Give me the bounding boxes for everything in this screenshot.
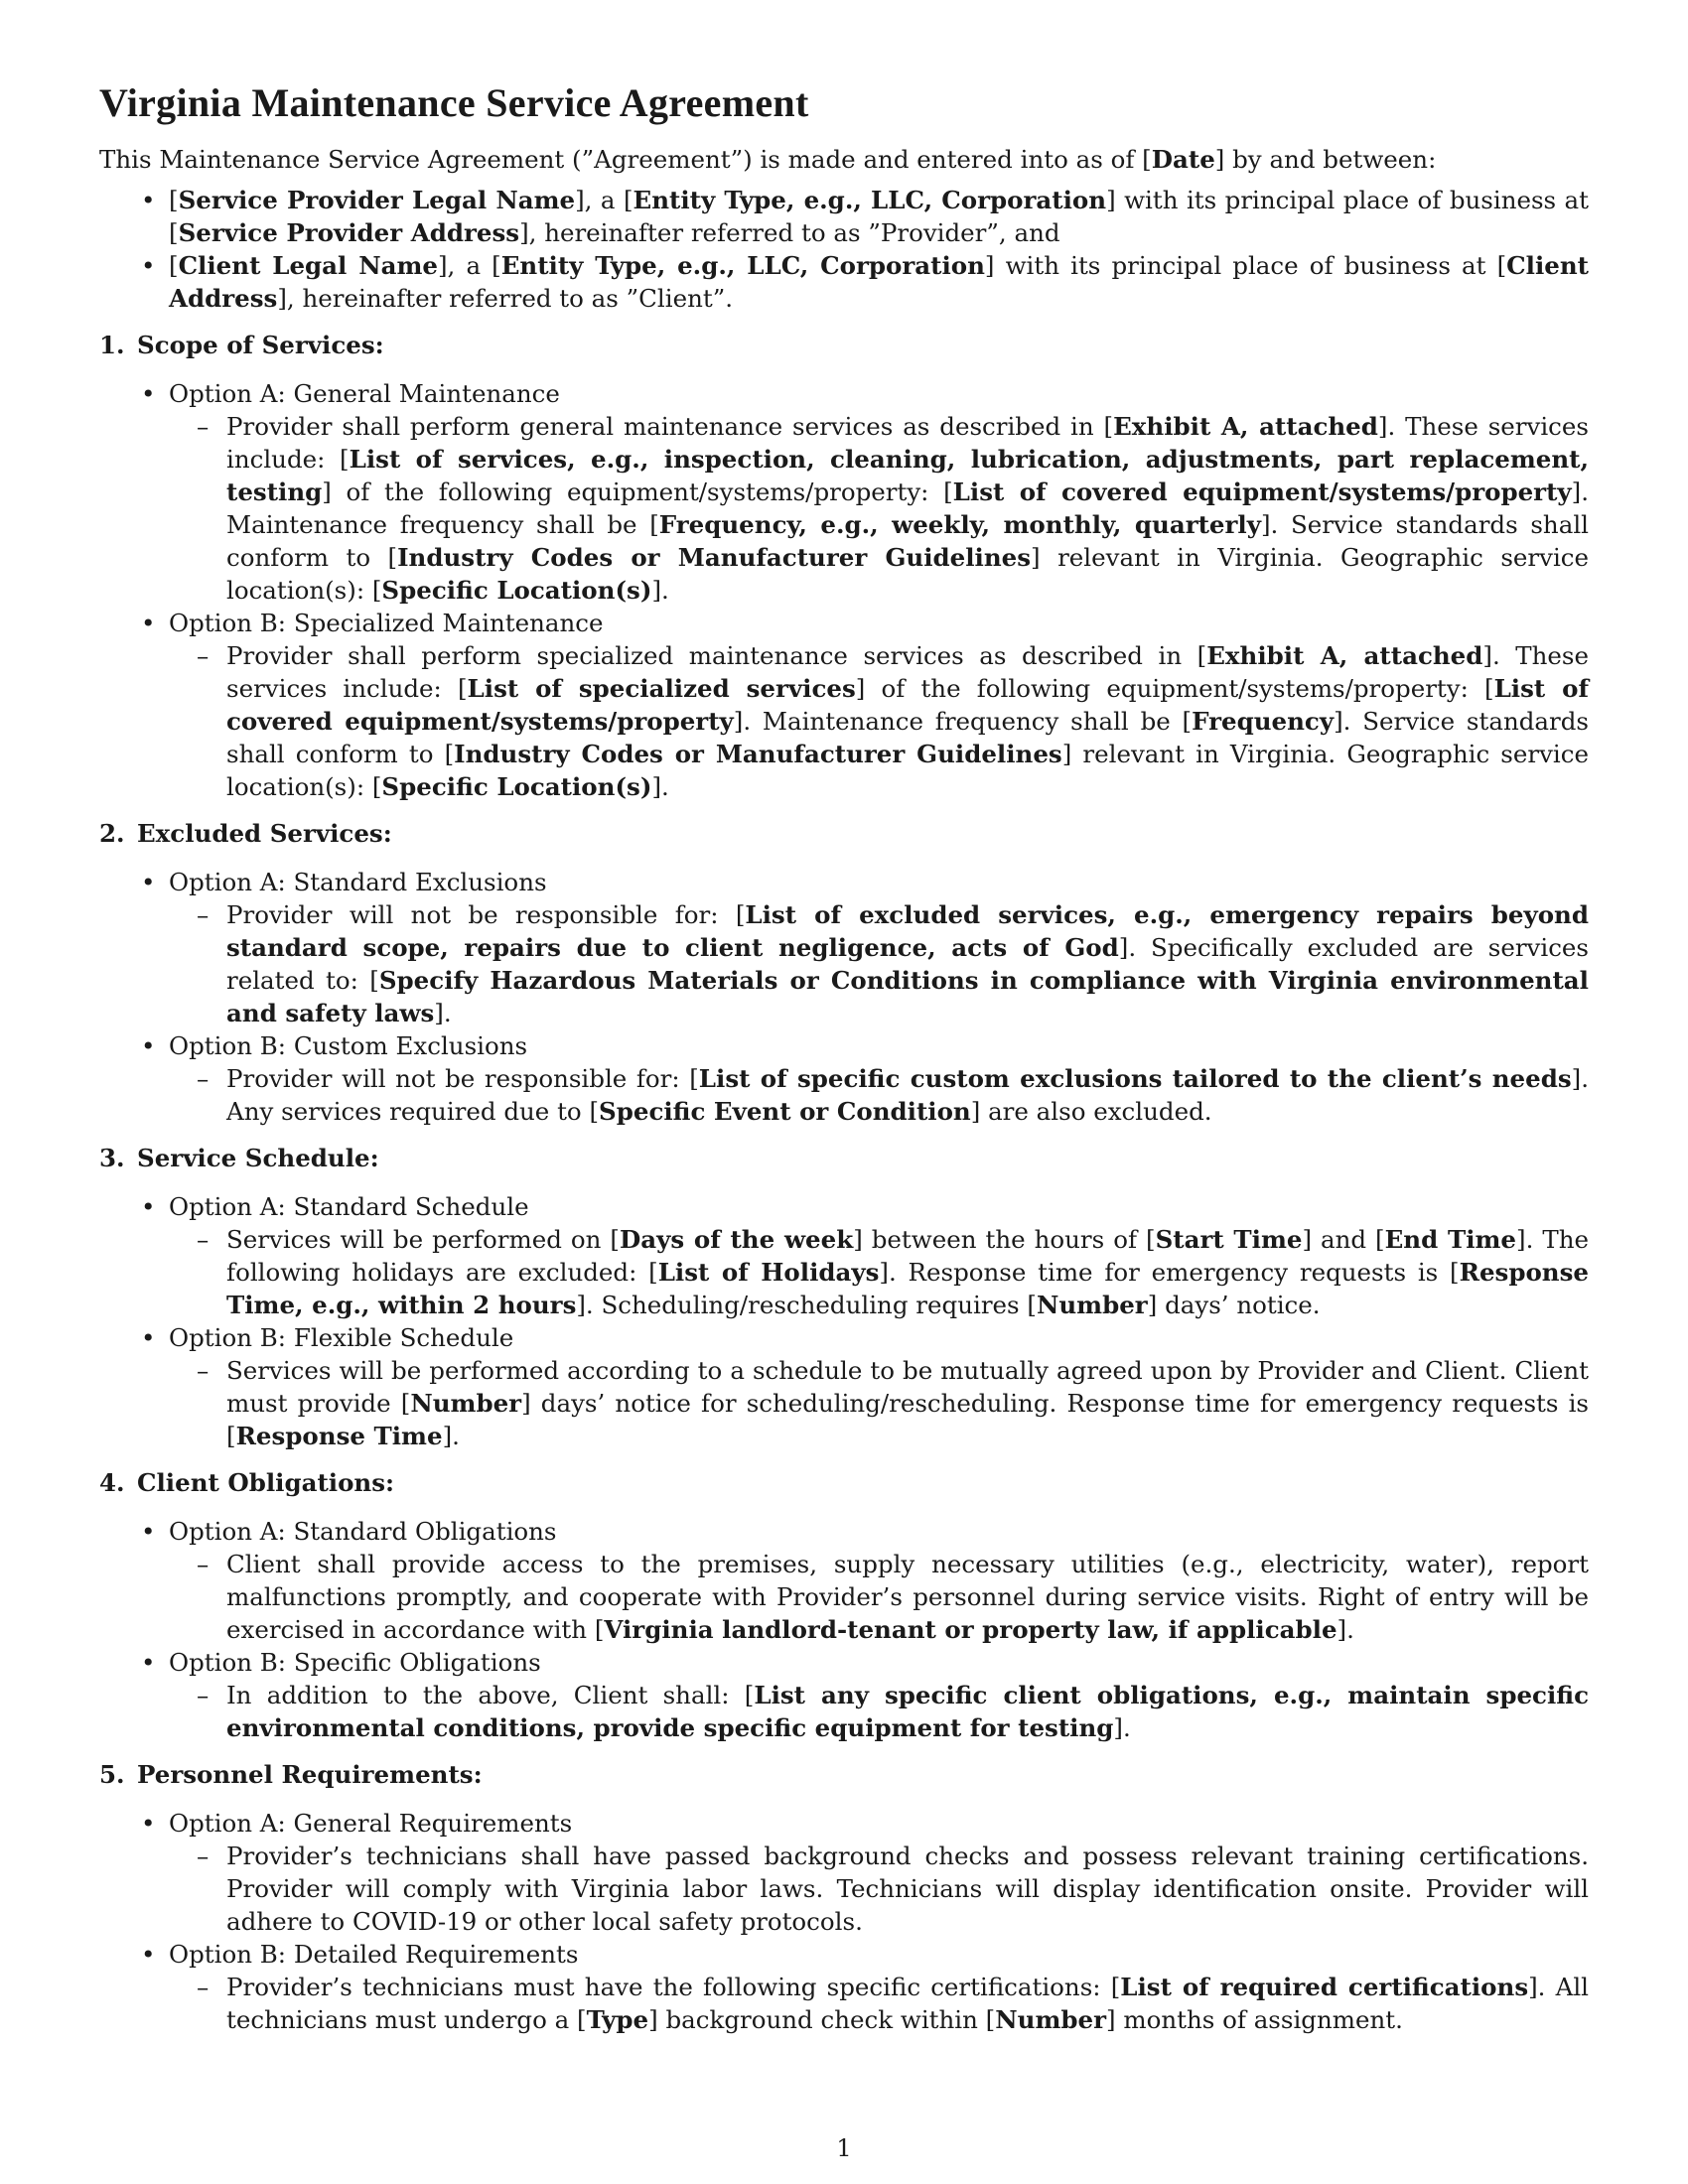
- party-provider: • [Service Provider Legal Name], a [Entity Type, e.g., LLC, Corporation] with its principal place of business at [Service Provider Address], hereinafter referred to as ”Provider”, and: [141, 186, 1590, 247]
- option-text: – Provider’s technicians shall have passed background checks and possess relevant training certifications. Provider will comply with Virginia labor laws. Technicians will display identification onsite. Provider will adhere to COVID-19 or other local safety protocols.: [197, 1842, 1589, 1936]
- option-label: • Option A: General Requirements: [141, 1809, 573, 1838]
- option-text: – Provider will not be responsible for: [List of specific custom exclusions tailored to the client’s needs]. Any services required due to [Specific Event or Condition] are also excluded.: [197, 1064, 1590, 1126]
- section-service-schedule: [99, 1142, 1589, 1452]
- bullet-icon: •: [141, 1517, 156, 1546]
- bullet-icon: •: [141, 1809, 156, 1838]
- option-label: • Option B: Flexible Schedule: [141, 1323, 514, 1352]
- dash-icon: –: [197, 1064, 210, 1093]
- intro-paragraph: This Maintenance Service Agreement (”Agreement”) is made and entered into as of [Date] by and between:: [99, 145, 1437, 174]
- section-personnel-requirements: [99, 1758, 1589, 2036]
- option-label: • Option B: Specific Obligations: [141, 1648, 541, 1677]
- option-text: – Provider shall perform specialized maintenance services as described in [Exhibit A, attached]. These services include: [List of specialized services] of the following equipment/systems/property: [List of covered equipment/systems/property]. Maintenance frequency shall be [Frequency]. Service standards shall conform to [Industry Codes or Manufacturer Guidelines] relevant in Virginia. Geographic service location(s): [Specific Location(s)].: [197, 641, 1590, 801]
- page-number: 1: [836, 2134, 852, 2162]
- section-excluded-services: [99, 817, 1589, 1128]
- option-label: • Option A: Standard Obligations: [141, 1517, 557, 1546]
- option-text: – Provider shall perform general maintenance services as described in [Exhibit A, attached]. These services include: [List of services, e.g., inspection, cleaning, lubrication, adjustments, part replacement, testing] of the following equipment/systems/property: [List of covered equipment/systems/property]. Maintenance frequency shall be [Frequency, e.g., weekly, monthly, quarterly]. Service standards shall conform to [Industry Codes or Manufacturer Guidelines] relevant in Virginia. Geographic service location(s): [Specific Location(s)].: [197, 412, 1590, 605]
- option-text: – Provider’s technicians must have the following specific certifications: [List of required certifications]. All technicians must undergo a [Type] background check within [Number] months of assignment.: [197, 1973, 1590, 2034]
- dash-icon: –: [197, 1681, 210, 1709]
- bullet-icon: •: [141, 379, 156, 408]
- dash-icon: –: [197, 641, 210, 670]
- section-heading: 4. Client Obligations:: [99, 1468, 395, 1497]
- bullet-icon: •: [141, 186, 156, 214]
- dash-icon: –: [197, 900, 210, 929]
- bullet-icon: •: [141, 868, 156, 896]
- option-text: – Client shall provide access to the premises, supply necessary utilities (e.g., electricity, water), report malfunctions promptly, and cooperate with Provider’s personnel during service visits. Right of entry will be exercised in accordance with [Virginia landlord-tenant or property law, if applicable].: [197, 1550, 1589, 1644]
- dash-icon: –: [197, 1225, 210, 1254]
- bullet-icon: •: [141, 609, 156, 637]
- section-heading: 2. Excluded Services:: [99, 819, 392, 848]
- bullet-icon: •: [141, 251, 156, 280]
- bullet-icon: •: [141, 1192, 156, 1221]
- option-text: – Services will be performed according to a schedule to be mutually agreed upon by Provider and Client. Client must provide [Number] days’ notice for scheduling/rescheduling. Response time for emergency requests is [Response Time].: [197, 1356, 1589, 1450]
- dash-icon: –: [197, 1356, 210, 1385]
- option-label: • Option B: Specialized Maintenance: [141, 609, 604, 637]
- option-label: • Option B: Custom Exclusions: [141, 1031, 528, 1060]
- dash-icon: –: [197, 412, 210, 441]
- option-text: – In addition to the above, Client shall: [List any specific client obligations, e.g., maintain specific environmental conditions, provide specific equipment for testing].: [197, 1681, 1589, 1742]
- bullet-icon: •: [141, 1648, 156, 1677]
- section-scope-of-services: [99, 329, 1589, 803]
- option-label: • Option A: Standard Schedule: [141, 1192, 529, 1221]
- bullet-icon: •: [141, 1940, 156, 1969]
- dash-icon: –: [197, 1842, 210, 1870]
- option-text: – Provider will not be responsible for: [List of excluded services, e.g., emergency repairs beyond standard scope, repairs due to client negligence, acts of God]. Specifically excluded are services related to: [Specify Hazardous Materials or Conditions in compliance with Virginia environmental and safety laws].: [197, 900, 1590, 1027]
- option-label: • Option B: Detailed Requirements: [141, 1940, 579, 1969]
- section-heading: 1. Scope of Services:: [99, 331, 384, 359]
- dash-icon: –: [197, 1550, 210, 1578]
- bullet-icon: •: [141, 1031, 156, 1060]
- bullet-icon: •: [141, 1323, 156, 1352]
- party-client: • [Client Legal Name], a [Entity Type, e.g., LLC, Corporation] with its principal place of business at [Client Address], hereinafter referred to as ”Client”.: [141, 251, 1589, 313]
- dash-icon: –: [197, 1973, 210, 2001]
- option-text: – Services will be performed on [Days of the week] between the hours of [Start Time] and [End Time]. The following holidays are excluded: [List of Holidays]. Response time for emergency requests is [Response Time, e.g., within 2 hours]. Scheduling/rescheduling requires [Number] days’ notice.: [197, 1225, 1590, 1319]
- section-heading: 5. Personnel Requirements:: [99, 1760, 483, 1789]
- parties-list: [99, 184, 1589, 315]
- document-title: Virginia Maintenance Service Agreement: [99, 80, 809, 125]
- option-label: • Option A: General Maintenance: [141, 379, 560, 408]
- document-page: [99, 79, 1589, 2036]
- section-heading: 3. Service Schedule:: [99, 1144, 379, 1172]
- section-client-obligations: [99, 1466, 1589, 1744]
- option-label: • Option A: Standard Exclusions: [141, 868, 547, 896]
